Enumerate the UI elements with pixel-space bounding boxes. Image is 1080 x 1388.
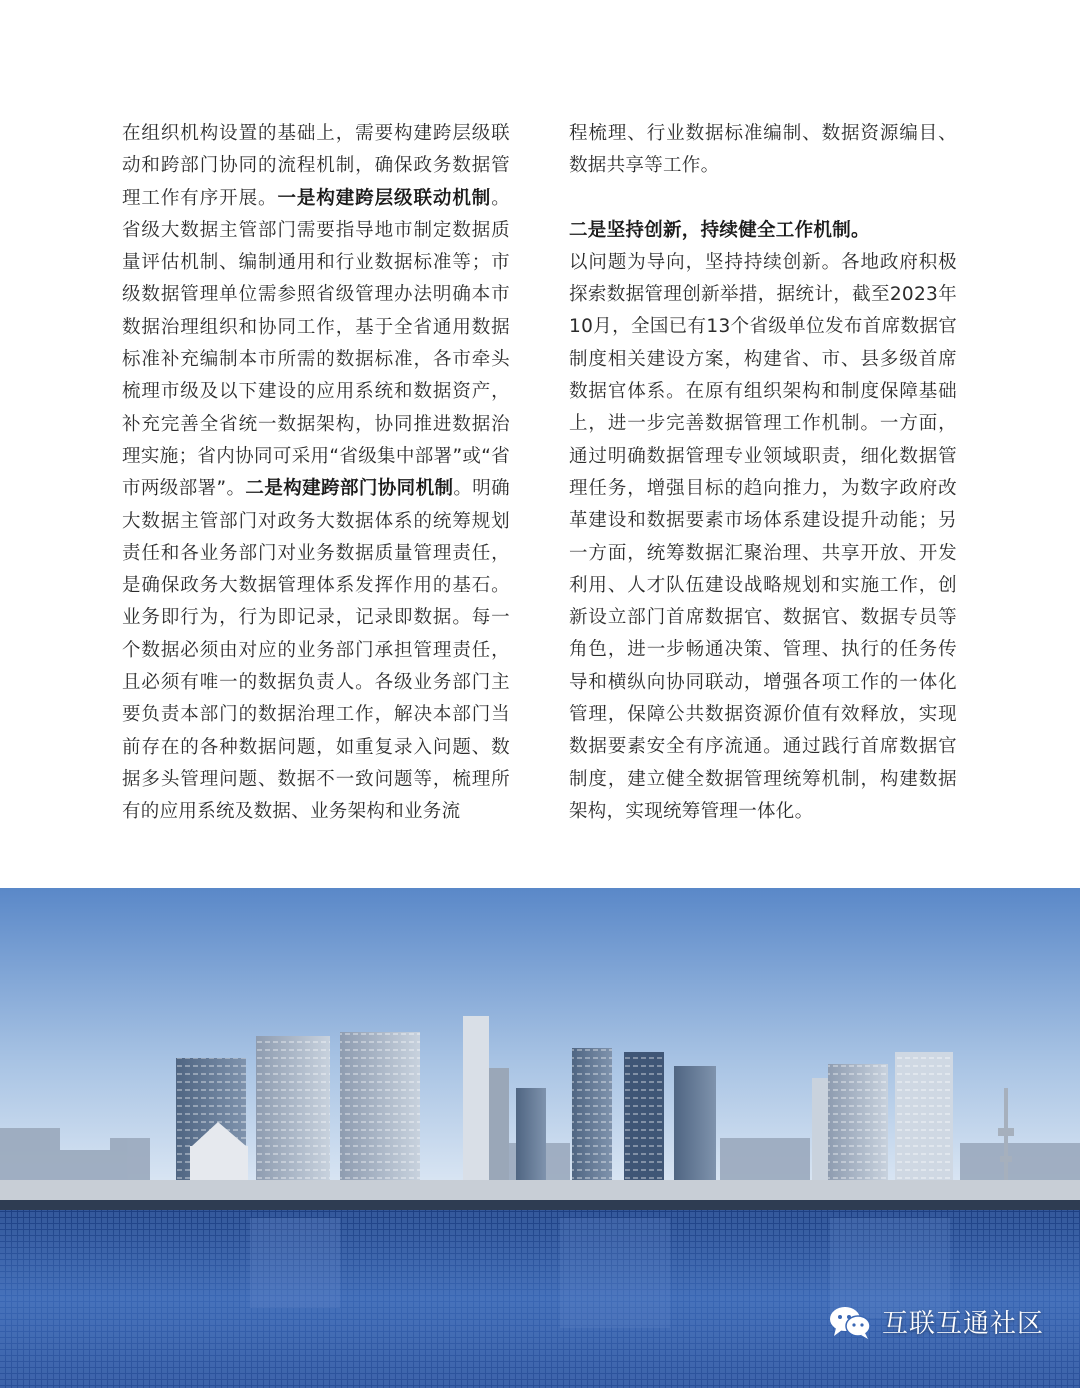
right-section-heading: 二是坚持创新，持续健全工作机制。 [569,219,870,241]
left-bold-phrase-2: 二是构建跨部门协同机制 [245,478,454,500]
watermark-label: 互联互通社区 [881,1309,1044,1339]
left-paragraph [122,118,510,829]
left-body-text-2: 。明确大数据主管部门对政务大数据体系的统筹规划责任和各业务部门对业务数据质量管理责任，是确保政务大数据管理体系发挥作用的基石。业务即行为，行为即记录，记录即数据。每一个数据必须由对应的业务部门承担管理责任，且必须有唯一的数据负责人。各级业务部门主要负责本部门的数据治理工作，解决本部门当前存在的各种数据问题，如重复录入问题、数据多头管理问题、数据不一致问题等，梳理所有的应用系统及数据、业务架构和业务流 [122,478,510,823]
left-text-column [122,118,510,829]
right-text-column [569,118,957,828]
left-intro-text: 在组织机构设置的基础上，需要构建跨层级联动和跨部门协同的流程机制，确保政务数据管理工作有序开展。 [122,123,510,209]
left-body-text-1: 。省级大数据主管部门需要指导地市制定数据质量评估机制、编制通用和行业数据标准等；市级数据管理单位需参照省级管理办法明确本市数据治理组织和协同工作，基于全省通用数据标准补充编制本市所需的数据标准，各市牵头梳理市级及以下建设的应用系统和数据资产，补充完善全省统一数据架构，协同推进数据治理实施；省内协同可采用“省级集中部署”或“省市两级部署”。 [122,187,510,500]
right-continuation-text: 程梳理、行业数据标准编制、数据资源编目、数据共享等工作。 [569,123,957,177]
left-bold-phrase-1: 一是构建跨层级联动机制 [277,187,492,209]
wechat-watermark [828,1303,1044,1340]
wechat-icon [828,1304,872,1340]
right-body-text: 以问题为导向，坚持持续创新。各地政府积极探索数据管理创新举措，据统计，截至2023年10月，全国已有13个省级单位发布首席数据官制度相关建设方案，构建省、市、县多级首席数据官体系。在原有组织架构和制度保障基础上，进一步完善数据管理工作机制。一方面，通过明确数据管理专业领域职责，细化数据管理任务，增强目标的趋向推力，为数字政府改革建设和数据要素市场体系建设提升动能；另一方面，统筹数据汇聚治理、共享开放、开发利用、人才队伍建设战略规划和实施工作，创新设立部门首席数据官、数据官、数据专员等角色，进一步畅通决策、管理、执行的任务传导和横纵向协同联动，增强各项工作的一体化管理，保障公共数据资源价值有效释放，实现数据要素安全有序流通。通过践行首席数据官制度，建立健全数据管理统筹机制，构建数据架构，实现统筹管理一体化。 [569,251,957,822]
